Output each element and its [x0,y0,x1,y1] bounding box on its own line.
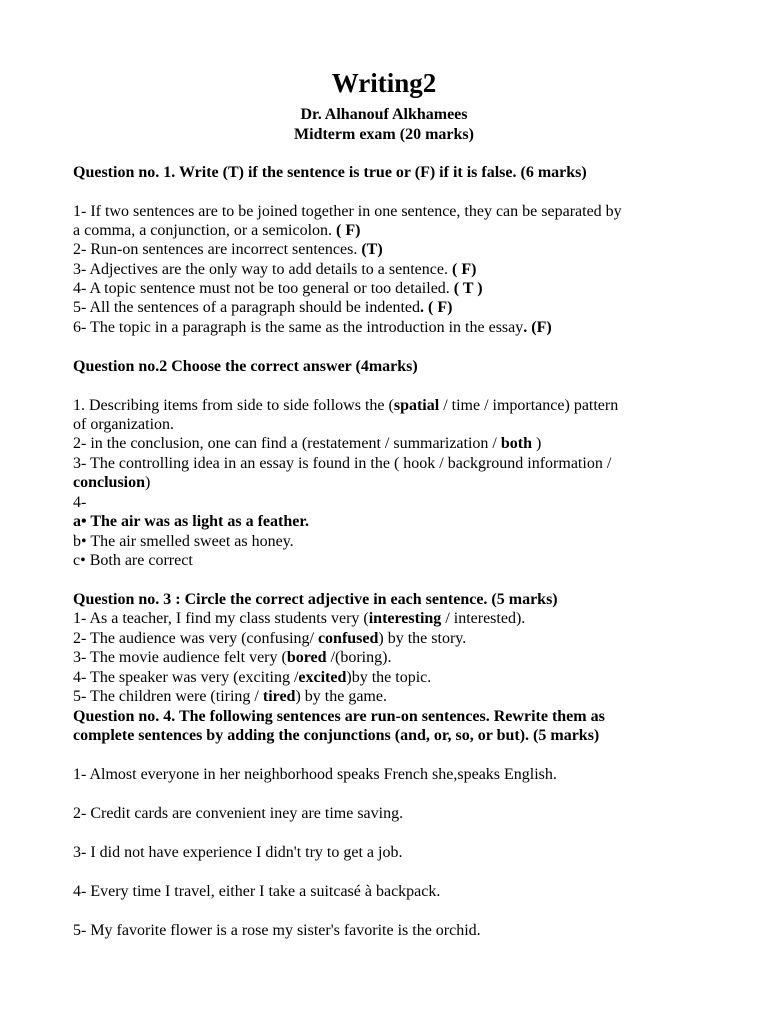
q2-option-c: c• Both are correct [73,552,193,569]
q2-item-3-line-1: 3- The controlling idea in an essay is found in the ( hook / background information / [73,455,612,472]
q1-item-4: 4- A topic sentence must not be too general or too detailed. ( T ) [73,280,483,297]
q1-item-6-answer: . (F) [523,319,552,336]
q2-item-1-answer: spatial [393,397,440,414]
question-4-heading-line-1: Question no. 4. The following sentences are run-on sentences. Rewrite them as [73,708,605,725]
q3-item-4: 4- The speaker was very (exciting /excited)by the topic. [73,669,432,686]
question-3-heading: Question no. 3 : Circle the correct adjective in each sentence. (5 marks) [73,591,558,608]
q2-option-a: a• The air was as light as a feather. [73,513,309,530]
q2-item-3-answer: conclusion [73,474,146,491]
q1-item-1-answer: ( F) [332,222,361,239]
q1-item-1-line-1: 1- If two sentences are to be joined together in one sentence, they can be separated by [73,203,622,220]
q4-item-3: 3- I did not have experience I didn't try to get a job. [73,844,403,861]
q2-item-1-line-2: of organization. [73,416,175,433]
q2-item-4: 4- [73,494,87,511]
q1-item-2: 2- Run-on sentences are incorrect sentences. (T) [73,241,383,258]
q2-option-b: b• The air smelled sweet as honey. [73,533,294,550]
q3-item-5: 5- The children were (tiring / tired) by the game. [73,688,387,705]
question-4-heading-line-2: complete sentences by adding the conjunctions (and, or, so, or but). (5 marks) [73,727,600,744]
q1-item-2-answer: (T) [357,241,383,258]
q3-item-3: 3- The movie audience felt very (bored /(boring). [73,649,392,666]
q1-item-5-answer: . ( F) [420,299,453,316]
q1-item-3: 3- Adjectives are the only way to add details to a sentence. ( F) [73,261,477,278]
q1-item-6: 6- The topic in a paragraph is the same as the introduction in the essay. (F) [73,319,552,336]
author-name: Dr. Alhanouf Alkhamees [300,106,468,123]
q3-item-2-answer: confused [317,630,379,647]
q1-item-5: 5- All the sentences of a paragraph should be indented. ( F) [73,299,453,316]
q3-item-5-answer: tired [262,688,296,705]
question-1-heading: Question no. 1. Write (T) if the sentence is true or (F) if it is false. (6 marks) [73,164,587,181]
q2-item-2-answer: both [500,435,532,452]
q3-item-1-answer: interesting [368,610,442,627]
document-title: Writing2 [331,68,437,98]
q3-item-3-answer: bored [286,649,327,666]
q4-item-5: 5- My favorite flower is a rose my sister's favorite is the orchid. [73,922,481,939]
exam-subtitle: Midterm exam (20 marks) [294,126,474,143]
q2-item-2: 2- in the conclusion, one can find a (restatement / summarization / both ) [73,435,542,452]
q4-item-4: 4- Every time I travel, either I take a suitcasé à backpack. [73,883,441,900]
q3-item-2: 2- The audience was very (confusing/ confused) by the story. [73,630,467,647]
q1-item-3-answer: ( F) [447,261,477,278]
q1-item-4-answer: ( T ) [449,280,483,297]
question-2-heading: Question no.2 Choose the correct answer (4marks) [73,358,418,375]
q3-item-1: 1- As a teacher, I find my class students very (interesting / interested). [73,610,526,627]
q2-item-3-line-2: conclusion) [73,474,151,491]
q3-item-4-answer: excited [298,669,347,686]
q1-item-1-line-2: a comma, a conjunction, or a semicolon. ( F) [73,222,361,239]
q2-item-1-line-1: 1. Describing items from side to side follows the (spatial / time / importance) pattern [73,397,619,414]
q4-item-1: 1- Almost everyone in her neighborhood speaks French she,speaks English. [73,766,557,783]
q4-item-2: 2- Credit cards are convenient iney are time saving. [73,805,404,822]
